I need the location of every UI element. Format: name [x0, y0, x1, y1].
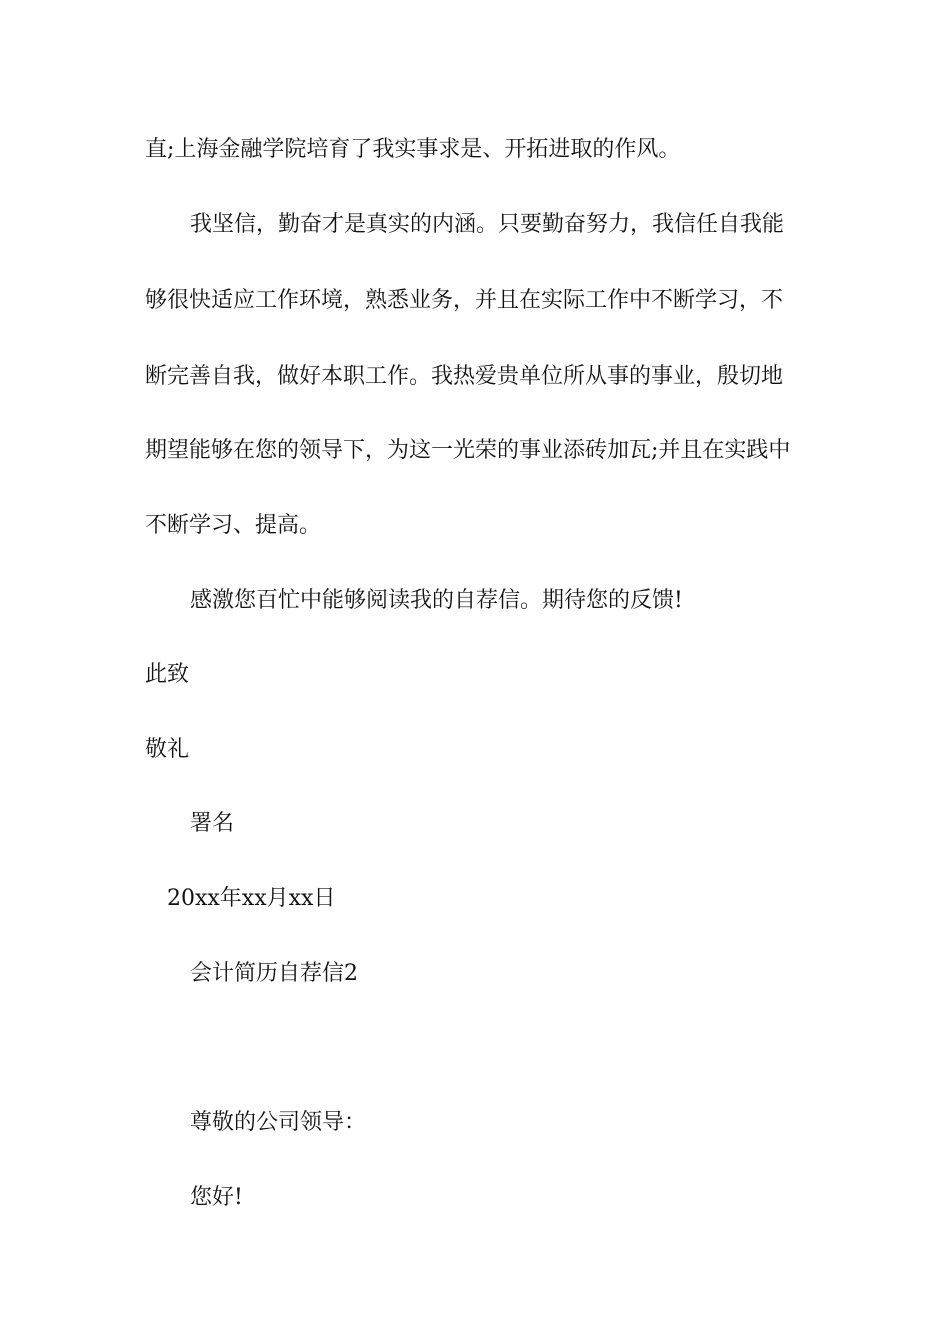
thanks-line: 感激您百忙中能够阅读我的自荐信。期待您的反馈! [190, 588, 683, 613]
date: 20xx年xx月xx日 [167, 886, 336, 911]
paragraph-line: 不断学习、提高。 [145, 513, 322, 538]
paragraph-line: 我坚信，勤奋才是真实的内涵。只要勤奋努力，我信任自我能 [190, 212, 785, 237]
hello-line: 您好! [190, 1185, 243, 1210]
paragraph-line: 够很快适应工作环境，熟悉业务，并且在实际工作中不断学习，不 [145, 288, 784, 313]
paragraph-line: 断完善自我，做好本职工作。我热爱贵单位所从事的事业，殷切地 [145, 364, 784, 389]
paragraph-line: 期望能够在您的领导下，为这一光荣的事业添砖加瓦;并且在实践中 [145, 438, 791, 463]
section-title: 会计简历自荐信2 [190, 961, 358, 986]
paragraph-line: 直;上海金融学院培育了我实事求是、开拓进取的作风。 [145, 137, 681, 162]
closing-salutation: 此致 [145, 662, 190, 687]
greeting: 尊敬的公司领导： [190, 1110, 367, 1135]
closing-regards: 敬礼 [145, 737, 190, 762]
signature: 署名 [190, 811, 235, 836]
